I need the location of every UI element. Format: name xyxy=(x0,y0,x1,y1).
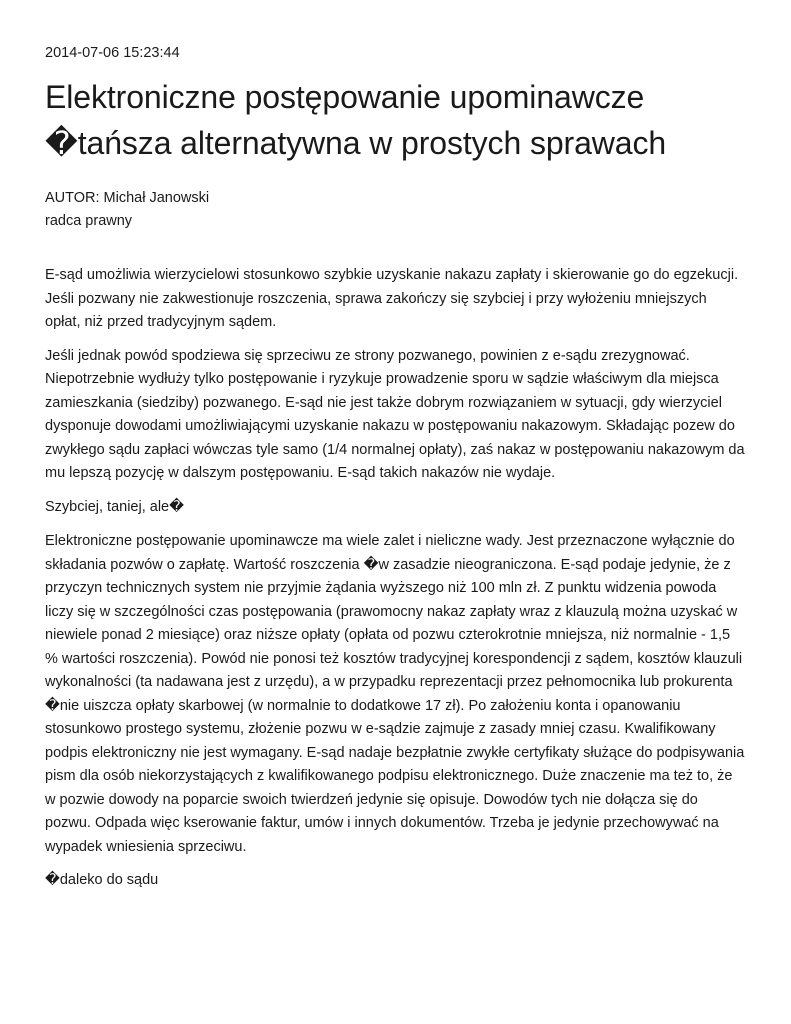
publication-timestamp: 2014-07-06 15:23:44 xyxy=(45,45,180,61)
article-title: Elektroniczne postępowanie upominawcze �tańsza alternatywna w prostych sprawach xyxy=(45,79,667,161)
author-block xyxy=(45,187,209,233)
article-body xyxy=(45,264,745,904)
section-heading-far-from-court: �daleko do sądu xyxy=(45,872,159,888)
author-role: radca prawny xyxy=(45,213,133,229)
body-paragraph-objection: Jeśli jednak powód spodziewa się sprzeciwu ze strony pozwanego, powinien z e-sądu zrezygnować. Niepotrzebnie wydłuży tylko postępowanie i ryzykuje prowadzenie sporu w sądzie właściwym dla miejsca zamieszkania (siedziby) pozwanego. E-sąd nie jest także dobrym rozwiązaniem w sytuacji, gdy wierzyciel dysponuje dowodami umożliwiającymi uzyskanie nakazu w postępowaniu nakazowym. Składając pozew do zwykłego sądu zapłaci wówczas tyle samo (1/4 normalnej opłaty), zaś nakaz w postępowaniu nakazowym da mu lepszą pozycję w dalszym postępowaniu. E-sąd takich nakazów nie wydaje. xyxy=(45,347,745,481)
body-paragraph-advantages: Elektroniczne postępowanie upominawcze ma wiele zalet i nieliczne wady. Jest przeznaczone wyłącznie do składania pozwów o zapłatę. Wartość roszczenia �w zasadzie nieograniczona. E-sąd podaje jedynie, że z przyczyn technicznych system nie przyjmie żądania wyższego niż 100 mln zł. Z punktu widzenia powoda liczy się w szczególności czas postępowania (prawomocny nakaz zapłaty wraz z klauzulą można uzyskać w niewiele ponad 2 miesiące) oraz niższe opłaty (opłata od pozwu czterokrotnie mniejsza, niż normalnie - 1,5 % wartości roszczenia). Powód nie ponosi też kosztów tradycyjnej korespondencji z sądem, kosztów klauzuli wykonalności (ta nadawana jest z urzędu), a w przypadku reprezentacji przez pełnomocnika lub prokurenta �nie uiszcza opłaty skarbowej (w normalnie to dodatkowe 17 zł). Po założeniu konta i opanowaniu stosunkowo prostego systemu, złożenie pozwu w e-sądzie zajmuje z zasady mniej czasu. Kwalifikowany podpis elektroniczny nie jest wymagany. E-sąd nadaje bezpłatnie zwykłe certyfikaty służące do podpisywania pism dla osób niekorzystających z kwalifikowanego podpisu elektronicznego. Duże znaczenie ma też to, że w pozwie dowody na poparcie swoich twierdzeń jedynie się opisuje. Dowodów tych nie dołącza się do pozwu. Odpada więc kserowanie faktur, umów i innych dokumentów. Trzeba je jedynie przechowywać na wypadek wniesienia sprzeciwu. xyxy=(45,533,745,855)
section-heading-faster-cheaper: Szybciej, taniej, ale� xyxy=(45,498,184,515)
author-name: AUTOR: Michał Janowski xyxy=(45,190,210,206)
body-paragraph-intro: E-sąd umożliwia wierzycielowi stosunkowo szybkie uzyskanie nakazu zapłaty i skierowanie go do egzekucji. Jeśli pozwany nie zakwestionuje roszczenia, sprawa zakończy się szybciej i przy wyłożeniu mniejszych opłat, niż przed tradycyjnym sądem. xyxy=(45,267,739,330)
